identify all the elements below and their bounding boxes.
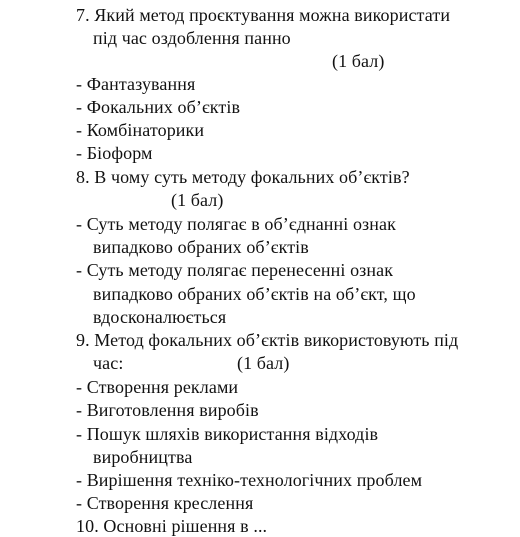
question-8-text: 8. В чому суть методу фокальних об’єктів? <box>76 167 410 187</box>
question-8-option-continued: випадково обраних об’єктів <box>93 237 309 257</box>
question-8-points: (1 бал) <box>171 190 224 210</box>
question-9-option: - Створення креслення <box>76 493 254 513</box>
question-7-text-continued: під час оздоблення панно <box>93 28 291 48</box>
question-7-option: - Комбінаторики <box>76 120 205 140</box>
question-7-option: - Біоформ <box>76 143 153 163</box>
question-9-option: - Створення реклами <box>76 377 239 397</box>
question-9-option: - Вирішення техніко-технологічних проблем <box>76 470 423 490</box>
question-7-text: 7. Який метод проєктування можна використати <box>76 5 451 25</box>
question-9-option-continued: виробництва <box>93 447 193 467</box>
question-7-option: - Фокальних об’єктів <box>76 97 241 117</box>
question-10-partial-text: 10. Основні рішення в ... <box>76 516 268 536</box>
question-8-option-continued: вдосконалюється <box>93 307 227 327</box>
question-9-option: - Виготовлення виробів <box>76 400 259 420</box>
question-9-points: (1 бал) <box>237 353 290 373</box>
question-8-option: - Суть методу полягає в об’єднанні ознак <box>76 214 396 234</box>
question-7-points: (1 бал) <box>332 51 385 71</box>
question-9-text: 9. Метод фокальних об’єктів використовують під <box>76 330 459 350</box>
question-9-text-continued: час: <box>93 353 124 373</box>
question-7-option: - Фантазування <box>76 74 196 94</box>
question-9-option: - Пошук шляхів використання відходів <box>76 424 379 444</box>
question-8-option-continued: випадково обраних об’єктів на об’єкт, що <box>93 284 416 304</box>
question-8-option: - Суть методу полягає перенесенні ознак <box>76 260 394 280</box>
